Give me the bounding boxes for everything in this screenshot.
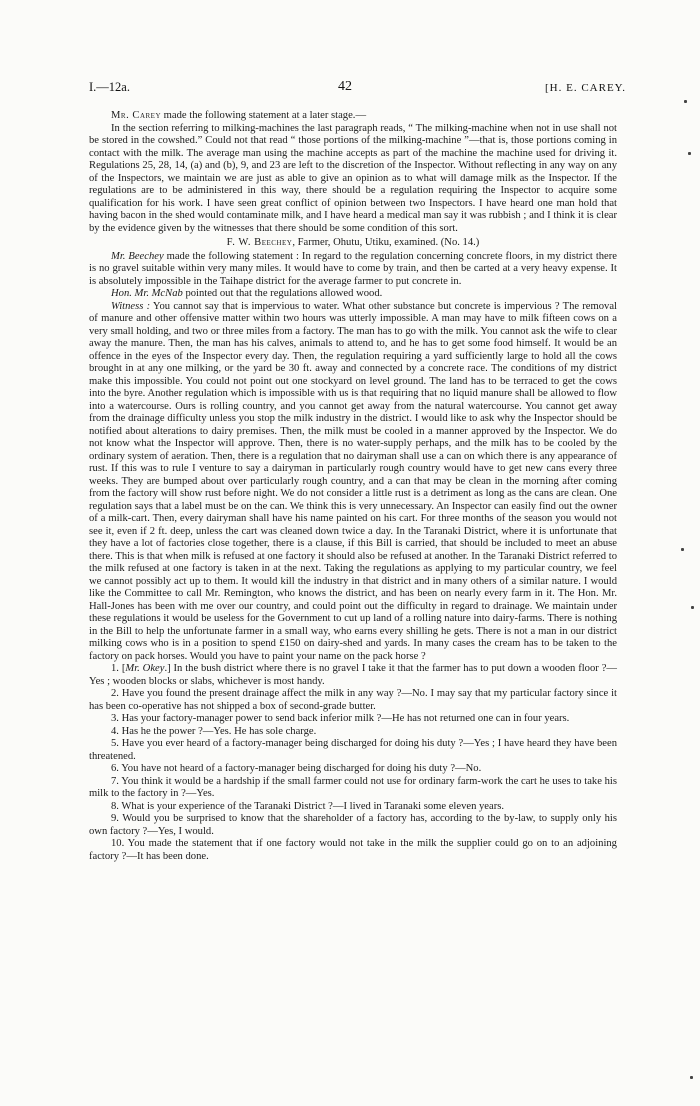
- question-number: 7.: [111, 775, 119, 787]
- qa-text: Have you ever heard of a factory-manager being discharged for doing his duty ?—Yes ; I have heard they have been threatened.: [89, 738, 617, 762]
- qa-item: [89, 801, 617, 814]
- qa-text: You have not heard of a factory-manager being discharged for doing his duty ?—No.: [121, 763, 482, 774]
- qa-text: Have you found the present drainage affect the milk in any way ?—No. I may say that my particular factory since it has been co-operative has not shipped a box of second-grade butter.: [89, 688, 617, 712]
- qa-item: [89, 663, 617, 688]
- qa-text: Has your factory-manager power to send back inferior milk ?—He has not returned one can in four years.: [121, 713, 570, 724]
- witness-name: F. W. Beechey: [226, 237, 293, 248]
- qa-item: [89, 738, 617, 763]
- scan-speck: [691, 606, 694, 609]
- questioner-name: Mr. Okey: [125, 663, 165, 674]
- paragraph-text: You cannot say that is impervious to water. What other substance but concrete is impervious ? The removal of manure and other offensive matter within two hours was utterly impossible. A man may have to milk fifteen cows on a very small holding, and two or three miles from a factory. The man has to go with the milk. You cannot ask the wife to clear away the manure. Then, the man has his calves, animals to attend to, and he has to get some food himself. It would be an offence in the eyes of the Inspector every day. Then, the regulation requiring a yard sufficiently large to hold all the cows brought in at any one milking, or the yard be 30 ft. away and connected by a concrete race. The conditions of my district make this impossible. You could not point out one stockyard on level ground. The land has to be terraced to get the cows into the byre. Another regulation which is impossible with us is that requiring that no liquid manure shall be allowed to flow into a watercourse. Ours is rolling country, and you cannot get away from the natural watercourse. You cannot get away from the drainage difficulty unless you stop the milk industry in the district. I would like to ask why the Inspector should be notified about alterations to dairy premises. Then, the milk must be cooled in a manner approved by the Inspector. We do not know what the Inspector will approve. Then, there is no water-supply perhaps, and the milk has to be cooled by the ordinary system of aeration. Then, there is a regulation that no dairyman shall use a can on which there is any appearance of rust. If this was to rule I venture to say a dairyman in particularly rough country would have to get new cans every three weeks. They are bumped about over particularly rough country, and a can that may be clean in the morning after coming from the factory will show rust before night. We do not consider a little rust is a detriment as long as the cans are clean. One regulation says that a label must be on the can. We think this is very unnecessary. An Inspector can easily find out the owner of a milk-cart. Then, every dairyman shall have his name painted on his cart. For three months of the season you would not see it, even if 2 ft. deep, unless the cart was cleaned down twice a day. In the Taranaki District, where it is unfortunate that they have a lot of factories close together, there is a clause, if this Bill is carried, that should be included to meet an abuse there. This is that when milk is refused at one factory it should also be refused at another. In the Taranaki District referred to the milk refused at one factory is taken in at the next. Taking the regulations as applying to my particular country, we feel we cannot possibly act up to them. It would kill the industry in that district and in many others of a similar nature. I would like the Committee to call Mr. Remington, who knows the district, and has been on nearly every farm in it. The Hon. Mr. Hall-Jones has been with me over our country, and could point out the difficulty in regard to drainage. We maintain under these regulations it would be useless for the Government to cut up land of a rolling nature into dairy-farms. There is nothing in the Bill to help the unfortunate farmer in a small way, who earns every shilling he gets. There is not a man in our district milking cows who is in a position to spend £150 on dairy-shed and yards. In many cases the cream has to be taken to the factory on pack horses. Would you have to paint your name on the pack horse ?: [89, 300, 617, 662]
- qa-text: What is your experience of the Taranaki District ?—I lived in Taranaki some eleven years.: [121, 800, 505, 812]
- question-number: 3.: [111, 713, 119, 724]
- beechey-statement-paragraph: [89, 251, 617, 289]
- question-number: 4.: [111, 725, 119, 737]
- scan-speck: [684, 100, 687, 103]
- speaker-name: Hon. Mr. McNab: [111, 288, 183, 299]
- bracket: [: [121, 663, 126, 674]
- carey-statement-paragraph: In the section referring to milking-machines the last paragraph reads, “ The milking-machine when not in use shall not be stored in the cowshed.” Could not that read “ those portions of the milking-machine ”—that is, those portions coming in contact with the milk. The average man using the machine accepts as part of the machine the machine used for driving it. Regulations 25, 28, 14, (a) and (b), 9, and 23 are left to the discretion of the Inspector. Without reflecting in any way on any of the Inspectors, we maintain we are just as able to give an opinion as to what will damage milk as the Inspector. If the regulations are to be administered in this way, there should be a regulation requiring the Inspector to acquire some qualification for his work. I have seen great conflict of opinion between two Inspectors. I have heard one man hold that having bacon in the shed would contaminate milk, and I have heard a medical man say it was rubbish ; and I think it is clear by the evidence given by the witnesses that there should be some condition of this sort.: [89, 122, 617, 234]
- witness-paragraph: [89, 301, 617, 664]
- question-number: 1.: [111, 663, 119, 674]
- paper-reference: I.—12a.: [89, 80, 130, 94]
- scan-speck: [690, 1076, 693, 1079]
- question-number: 10.: [111, 838, 125, 849]
- question-answer-list: [89, 663, 617, 863]
- witness-label: Witness :: [111, 300, 151, 312]
- qa-item: [89, 776, 617, 801]
- qa-item: [89, 726, 617, 739]
- paragraph-text: made the following statement at a later stage.—: [161, 110, 367, 121]
- speaker-name: Mr. Carey: [111, 110, 162, 121]
- witness-running-head: [H. E. CAREY.: [545, 82, 626, 94]
- question-number: 5.: [111, 738, 119, 749]
- scan-speck: [681, 548, 684, 551]
- qa-text: .] In the bush district where there is no gravel I take it that the farmer has to put down a wooden floor ?—Yes ; wooden blocks or slabs, whichever is most handy.: [89, 663, 617, 687]
- paragraph-text: pointed out that the regulations allowed wood.: [182, 288, 383, 299]
- qa-text: You think it would be a hardship if the small farmer could not use for ordinary farm-work the cart he uses to take his milk to the factory in ?—Yes.: [89, 775, 617, 799]
- paragraph-text: made the following statement : In regard to the regulation concerning concrete floors, in my district there is no gravel suitable within very many miles. It would have to come by train, and then be carted at a very heavy expense. It is absolutely impossible in the Taihape district for the average farmer to put concrete in.: [89, 250, 617, 287]
- intro-paragraph: [89, 110, 617, 123]
- page-body: [89, 110, 617, 863]
- qa-item: [89, 813, 617, 838]
- qa-item: [89, 688, 617, 713]
- page-number: 42: [338, 79, 352, 94]
- question-number: 9.: [111, 813, 119, 824]
- question-number: 8.: [111, 800, 119, 812]
- question-number: 6.: [111, 763, 119, 774]
- speaker-name: Mr. Beechey: [111, 250, 164, 262]
- mcnab-paragraph: [89, 288, 617, 301]
- qa-item: [89, 713, 617, 726]
- witness-heading: [89, 237, 617, 250]
- question-number: 2.: [111, 688, 119, 699]
- qa-text: Has he the power ?—Yes. He has sole charge.: [121, 725, 317, 737]
- witness-details: , Farmer, Ohutu, Utiku, examined. (No. 14.): [292, 237, 480, 248]
- qa-item: [89, 763, 617, 776]
- qa-text: You made the statement that if one factory would not take in the milk the supplier could go on to an adjoining factory ?—It has been done.: [89, 838, 617, 862]
- scan-speck: [688, 152, 691, 155]
- qa-item: [89, 838, 617, 863]
- qa-text: Would you be surprised to know that the shareholder of a factory has, according to the by-law, to supply only his own factory ?—Yes, I would.: [89, 813, 617, 837]
